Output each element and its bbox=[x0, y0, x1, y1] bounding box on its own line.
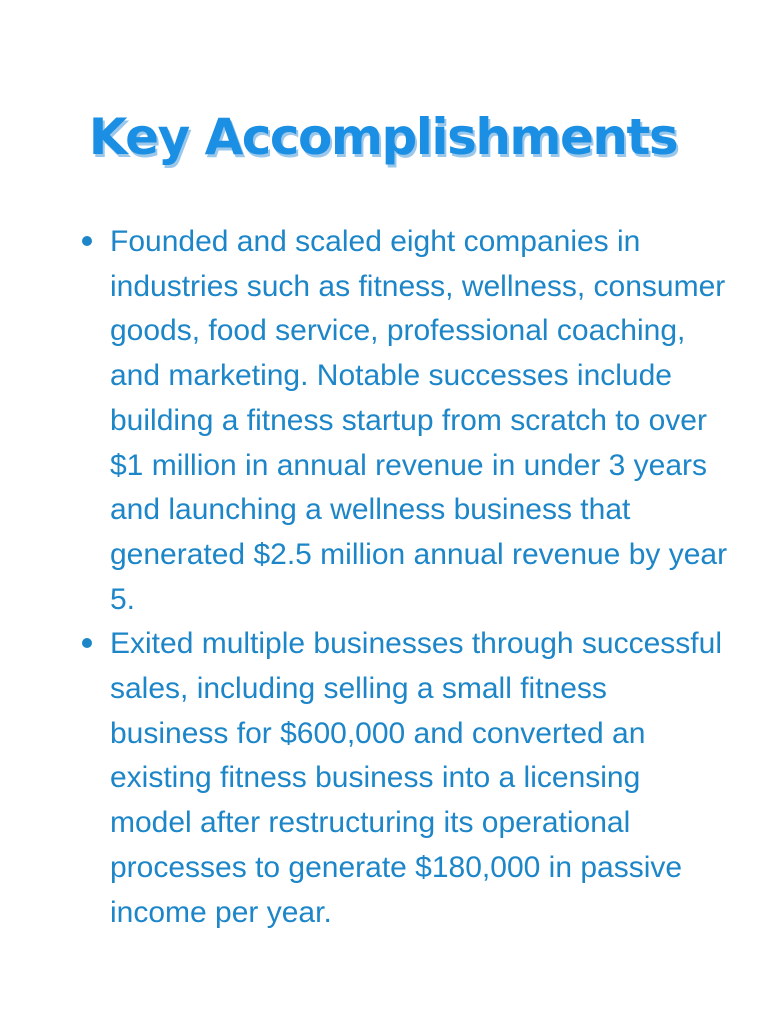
list-item-text: Exited multiple businesses through successful sales, including selling a small fitness business for $600,000 and converted an existing fitness business into a licensing model after restructuring its operational processes to generate $180,000 in passive income per year. bbox=[110, 627, 722, 929]
bullet-icon bbox=[82, 638, 92, 648]
accomplishments-list bbox=[80, 220, 730, 935]
page-title: Key Accomplishments bbox=[88, 108, 678, 166]
list-item-text: Founded and scaled eight companies in industries such as fitness, wellness, consumer goods, food service, professional coaching, and marketing. Notable successes include building a fitness startup from scratch to over $1 million in annual revenue in under 3 years and launching a wellness business that generated $2.5 million annual revenue by year 5. bbox=[110, 225, 728, 616]
bullet-icon bbox=[82, 236, 92, 246]
list-item bbox=[80, 220, 730, 622]
list-item bbox=[80, 622, 730, 935]
